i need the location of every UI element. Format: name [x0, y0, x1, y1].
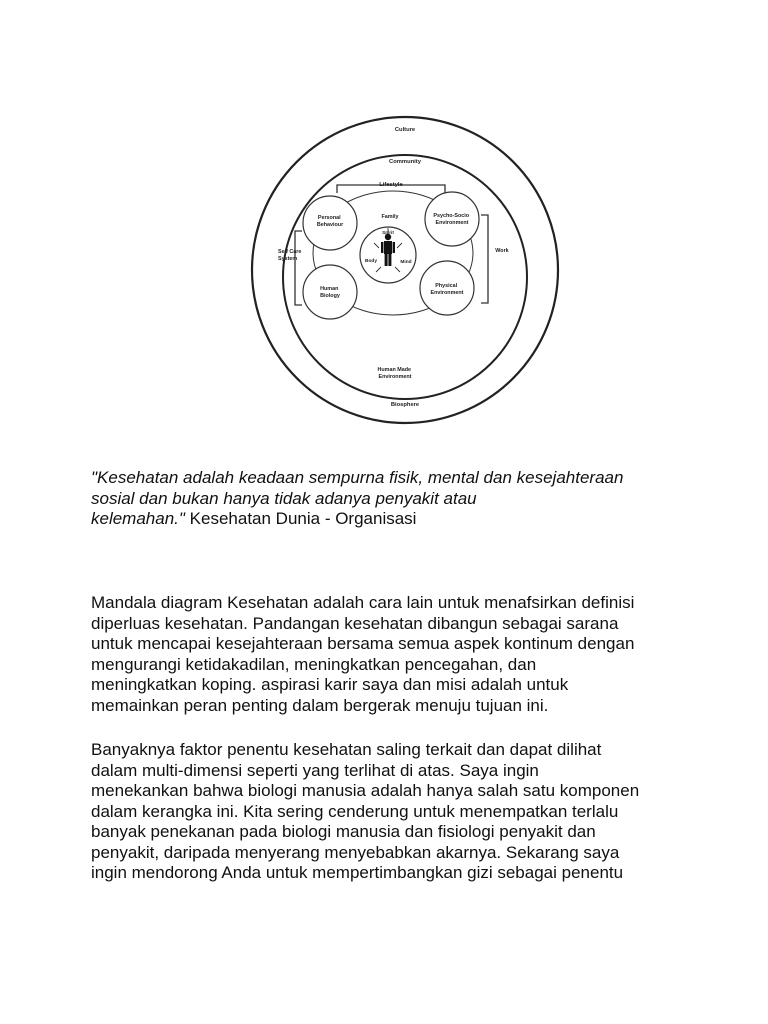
paragraph-line: penyakit, daripada menyerang menyebabkan akarnya. Sekarang saya — [91, 842, 620, 862]
paragraph-line: untuk mencapai kesejahteraan bersama semua aspek kontinum dengan — [91, 634, 635, 653]
paragraph-line: mengurangi ketidakadilan, meningkatkan pencegahan, dan — [91, 654, 537, 674]
label-family: Family — [381, 214, 399, 220]
who-definition-quote — [91, 468, 691, 530]
paragraph-line: dalam multi-dimensi seperti yang terlihat di atas. Saya ingin — [91, 760, 539, 780]
label-self-care-system: Self Care System — [278, 249, 302, 262]
label-psycho-socio-environment: Psycho-Socio Environment — [433, 213, 470, 226]
label-community: Community — [389, 159, 421, 165]
label-personal-behaviour: Personal Behaviour — [316, 215, 344, 228]
label-lifestyle: Lifestyle — [379, 182, 403, 188]
label-mind: Mind — [400, 260, 412, 265]
mandala-of-health-diagram — [250, 115, 560, 425]
label-work: Work — [495, 248, 509, 254]
paragraph-determinants — [91, 740, 691, 884]
paragraph-line: dalam kerangka ini. Kita sering cenderung untuk menempatkan terlalu — [91, 801, 619, 821]
paragraph-line: memainkan peran penting dalam bergerak menuju tujuan ini. — [91, 695, 549, 715]
quote-line: sosial dan bukan hanya tidak adanya penyakit atau — [91, 488, 477, 508]
label-body: Body — [365, 259, 377, 264]
paragraph-line: banyak penekanan pada biologi manusia dan fisiologi penyakit dan — [91, 822, 596, 841]
quote-line — [91, 509, 691, 530]
label-human-biology: Human Biology — [320, 286, 340, 299]
label-biosphere: Biosphere — [390, 402, 420, 408]
quote-end: kelemahan." — [91, 509, 185, 528]
quote-attribution: Kesehatan Dunia - Organisasi — [184, 509, 417, 528]
node-psycho-socio-environment — [425, 192, 479, 246]
paragraph-line: ingin mendorong Anda untuk mempertimbangkan gizi sebagai penentu — [91, 863, 624, 882]
paragraph-line: Mandala diagram Kesehatan adalah cara lain untuk menafsirkan definisi — [91, 593, 635, 612]
work-bracket — [481, 215, 488, 303]
label-human-made-environment: Human Made Environment — [377, 367, 412, 380]
paragraph-line: meningkatkan koping. aspirasi karir saya dan misi adalah untuk — [91, 675, 569, 694]
self-care-bracket — [295, 231, 302, 305]
paragraph-line: Banyaknya faktor penentu kesehatan saling terkait dan dapat dilihat — [91, 740, 602, 759]
label-physical-environment: Physical Environment — [430, 283, 464, 296]
paragraph-mandala — [91, 593, 691, 716]
paragraph-line: diperluas kesehatan. Pandangan kesehatan dibangun sebagai sarana — [91, 613, 619, 633]
label-spirit: Spirit — [382, 230, 394, 235]
label-culture: Culture — [394, 127, 416, 133]
node-human-biology — [303, 265, 357, 319]
quote-line: "Kesehatan adalah keadaan sempurna fisik, mental dan kesejahteraan — [91, 468, 624, 487]
paragraph-line: menekankan bahwa biologi manusia adalah hanya salah satu komponen — [91, 781, 640, 800]
